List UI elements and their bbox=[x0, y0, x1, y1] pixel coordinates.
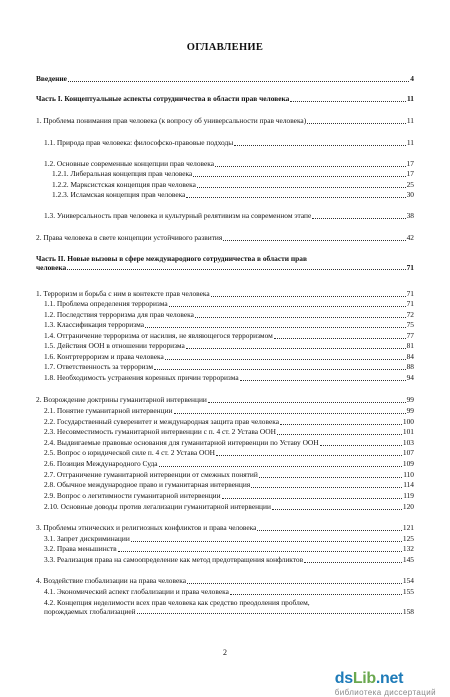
dot-leader bbox=[68, 81, 409, 82]
toc-entry-text: 1.8. Необходимость устранения коренных причин терроризма bbox=[44, 374, 239, 382]
toc-entry-text: 3. Проблемы этнических и религиозных конфликтов и права человека bbox=[36, 524, 257, 532]
toc-entry bbox=[44, 428, 414, 437]
toc-entry-page: 145 bbox=[402, 555, 414, 564]
toc-entry-page: 17 bbox=[406, 159, 414, 168]
dot-leader bbox=[118, 551, 402, 552]
toc-entry bbox=[44, 321, 414, 330]
toc-entry-page: 120 bbox=[402, 502, 414, 511]
toc-entry-text: 1. Терроризм и борьба с ним в контексте прав человека bbox=[36, 290, 210, 298]
toc-entry-text: 1.1. Природа прав человека: философско-правовые подходы bbox=[44, 139, 234, 147]
toc-entry-page: 107 bbox=[402, 448, 414, 457]
dot-leader bbox=[230, 594, 402, 595]
toc-entry bbox=[44, 545, 414, 554]
toc-entry-text: 1.6. Контртерроризм и права человека bbox=[44, 353, 164, 361]
dot-leader bbox=[216, 455, 402, 456]
watermark-logo: dsLib.net bbox=[334, 670, 404, 687]
toc-entry-text: 1.7. Ответственность за терроризм bbox=[44, 363, 154, 371]
toc-entry-page: 11 bbox=[406, 116, 414, 125]
dot-leader bbox=[274, 338, 406, 339]
page-number: 2 bbox=[223, 648, 227, 657]
toc-entry-page: 100 bbox=[402, 417, 414, 426]
toc-entry-page: 99 bbox=[406, 395, 414, 404]
dot-leader bbox=[187, 583, 402, 584]
toc-entry-page: 71 bbox=[406, 299, 414, 308]
dot-leader bbox=[67, 269, 405, 270]
toc-entry bbox=[44, 407, 414, 416]
toc-entry-text-continued: порождаемых глобализацией bbox=[44, 606, 136, 616]
toc-entry bbox=[44, 418, 414, 427]
toc-entry-text: 3.1. Запрет дискриминации bbox=[44, 535, 130, 543]
dot-leader bbox=[240, 380, 406, 381]
toc-entry bbox=[44, 342, 414, 351]
toc-entry bbox=[36, 117, 414, 126]
dot-leader bbox=[186, 348, 406, 349]
watermark bbox=[335, 670, 436, 697]
toc-entry bbox=[44, 481, 414, 490]
toc-entry-page: 132 bbox=[402, 544, 414, 553]
dot-leader bbox=[186, 197, 405, 198]
toc-entry-page: 77 bbox=[406, 331, 414, 340]
toc-entry-text: 2.8. Обычное международное право и гуманитарная интервенция bbox=[44, 481, 251, 489]
toc-entry bbox=[36, 234, 414, 243]
toc-entry-text-continued: человека bbox=[36, 262, 67, 272]
toc-entry-page: 71 bbox=[406, 262, 414, 272]
watermark-subtitle: библиотека диссертаций bbox=[334, 688, 436, 697]
toc-entry-text: 2. Права человека в свете концепции устойчивого развития bbox=[36, 234, 223, 242]
toc-title: ОГЛАВЛЕНИЕ bbox=[186, 42, 264, 53]
toc-entry bbox=[44, 460, 414, 469]
toc-entry-page: 11 bbox=[407, 94, 414, 103]
toc-entry-page: 109 bbox=[402, 459, 414, 468]
toc-entry-page: 154 bbox=[402, 576, 414, 585]
toc-entry-page: 103 bbox=[402, 438, 414, 447]
dot-leader bbox=[169, 306, 406, 307]
dot-leader bbox=[211, 296, 406, 297]
toc-entry-page: 4 bbox=[410, 74, 414, 83]
toc-entry bbox=[44, 449, 414, 458]
dot-leader bbox=[257, 530, 402, 531]
dot-leader bbox=[304, 562, 402, 563]
toc-entry-page: 17 bbox=[406, 169, 414, 178]
dot-leader bbox=[259, 477, 402, 478]
toc-entry-text: 1.2.2. Марксистская концепция прав человека bbox=[52, 181, 196, 189]
dot-leader bbox=[290, 101, 406, 102]
toc-entry-text: 1.3. Универсальность прав человека и культурный релятивизм на современном этапе bbox=[44, 212, 312, 220]
toc-entry bbox=[44, 311, 414, 320]
toc-entry bbox=[44, 160, 414, 169]
toc-entry bbox=[44, 439, 414, 448]
toc-entry bbox=[44, 212, 414, 221]
toc-entry bbox=[44, 535, 414, 544]
toc-entry-text: Часть I. Концептуальные аспекты сотрудничества в области прав человека bbox=[36, 95, 290, 103]
toc-entry-text: 3.3. Реализация права на самоопределение как метод предотвращения конфликтов bbox=[44, 556, 304, 564]
toc-entry-page: 101 bbox=[402, 427, 414, 436]
toc-entry bbox=[44, 492, 414, 501]
toc-entry-page: 88 bbox=[406, 362, 414, 371]
dot-leader bbox=[137, 613, 402, 614]
toc-entry-page: 42 bbox=[406, 233, 414, 242]
toc-entry-text: 4. Воздействие глобализации на права человека bbox=[36, 577, 186, 585]
toc-entry-text: 2.3. Несовместимость гуманитарной интервенции с п. 4 ст. 2 Устава ООН bbox=[44, 428, 276, 436]
dot-leader bbox=[174, 413, 406, 414]
toc-entry bbox=[44, 471, 414, 480]
toc-entry bbox=[36, 290, 414, 299]
dot-leader bbox=[197, 187, 406, 188]
toc-entry bbox=[36, 524, 414, 533]
dot-leader bbox=[307, 123, 406, 124]
toc-entry-page: 99 bbox=[406, 406, 414, 415]
toc-entry-text: 1.1. Проблема определения терроризма bbox=[44, 300, 168, 308]
toc-entry-text: 1.4. Отграничение терроризма от насилия, не являющегося терроризмом bbox=[44, 332, 273, 340]
toc-entry-text: 1.2.1. Либеральная концепция прав человека bbox=[52, 170, 193, 178]
toc-entry bbox=[44, 374, 414, 383]
toc-entry-text: 1.5. Действия ООН в отношении терроризма bbox=[44, 342, 185, 350]
toc-entry bbox=[44, 599, 414, 616]
toc-entry-page: 114 bbox=[403, 480, 414, 489]
dot-leader bbox=[312, 218, 405, 219]
toc-entry bbox=[36, 95, 414, 104]
toc-entry bbox=[36, 75, 414, 84]
toc-entry-page: 25 bbox=[406, 180, 414, 189]
toc-entry-page: 155 bbox=[402, 587, 414, 596]
dot-leader bbox=[223, 240, 405, 241]
toc-entry-page: 84 bbox=[406, 352, 414, 361]
dot-leader bbox=[208, 402, 406, 403]
toc-entry bbox=[52, 181, 414, 190]
toc-entry-text: 1.2. Основные современные концепции прав человека bbox=[44, 160, 215, 168]
toc-entry-text: 2.4. Выдвигаемые правовые основания для гуманитарной интервенции по Уставу ООН bbox=[44, 439, 319, 447]
toc-entry bbox=[44, 363, 414, 372]
dot-leader bbox=[165, 359, 406, 360]
toc-entry bbox=[44, 332, 414, 341]
toc-entry-page: 158 bbox=[402, 606, 414, 616]
toc-entry-text: 2.9. Вопрос о легитимности гуманитарной интервенции bbox=[44, 492, 221, 500]
toc-entry-page: 38 bbox=[406, 211, 414, 220]
toc-entry-text: 4.1. Экономический аспект глобализации и права человека bbox=[44, 588, 229, 596]
dot-leader bbox=[234, 145, 406, 146]
toc-entry-page: 110 bbox=[403, 470, 414, 479]
toc-entry bbox=[44, 588, 414, 597]
toc-entry-page: 75 bbox=[406, 320, 414, 329]
toc-entry-text: 1.3. Классификация терроризма bbox=[44, 321, 144, 329]
toc-entry-page: 81 bbox=[406, 341, 414, 350]
toc-entry bbox=[44, 300, 414, 309]
toc-entry-text: 2.5. Вопрос о юридической силе п. 4 ст. 2 Устава ООН bbox=[44, 449, 216, 457]
toc-entry-page: 94 bbox=[406, 373, 414, 382]
toc-entry-page: 11 bbox=[406, 138, 414, 147]
toc-entry bbox=[44, 353, 414, 362]
toc-entry-page: 121 bbox=[402, 523, 414, 532]
dot-leader bbox=[277, 434, 402, 435]
dot-leader bbox=[222, 498, 403, 499]
toc-entry-page: 30 bbox=[406, 190, 414, 199]
dot-leader bbox=[280, 424, 402, 425]
dot-leader bbox=[145, 327, 406, 328]
toc-entry bbox=[44, 503, 414, 512]
toc-entry-text: Часть II. Новые вызовы в сфере международного сотрудничества в области прав bbox=[36, 254, 307, 263]
toc-entry bbox=[44, 139, 414, 148]
dot-leader bbox=[272, 509, 402, 510]
toc-entry-page: 119 bbox=[403, 491, 414, 500]
toc-entry-page: 71 bbox=[406, 289, 414, 298]
dot-leader bbox=[159, 466, 402, 467]
dot-leader bbox=[195, 317, 406, 318]
toc-entry-text: 2.2. Государственный суверенитет и международная защита прав человека bbox=[44, 418, 279, 426]
toc-entry-text: 3.2. Права меньшинств bbox=[44, 545, 117, 553]
dot-leader bbox=[131, 541, 402, 542]
toc-entry-text: 2.10. Основные доводы против легализации гуманитарной интервенции bbox=[44, 503, 271, 511]
dot-leader bbox=[251, 487, 402, 488]
dot-leader bbox=[320, 445, 402, 446]
dot-leader bbox=[154, 369, 406, 370]
toc-entry-text: 1.2.3. Исламская концепция прав человека bbox=[52, 191, 186, 199]
toc-entry bbox=[36, 255, 414, 272]
dot-leader bbox=[215, 166, 406, 167]
toc-entry bbox=[36, 577, 414, 586]
toc-entry-text: 4.2. Концепция неделимости всех прав человека как средство преодоления проблем, bbox=[44, 598, 310, 607]
toc-entry bbox=[44, 556, 414, 565]
toc-entry-page: 125 bbox=[402, 534, 414, 543]
toc-entry-page: 72 bbox=[406, 310, 414, 319]
toc-entry bbox=[52, 191, 414, 200]
toc-entry-text: Введение bbox=[36, 75, 67, 83]
toc-entry-text: 2.1. Понятие гуманитарной интервенции bbox=[44, 407, 173, 415]
toc-entry bbox=[52, 170, 414, 179]
toc-entry bbox=[36, 396, 414, 405]
toc-entry-text: 1. Проблема понимания прав человека (к вопросу об универсальности прав человека) bbox=[36, 117, 307, 125]
toc-entry-text: 1.2. Последствия терроризма для прав человека bbox=[44, 311, 194, 319]
toc-entry-text: 2. Возрождение доктрины гуманитарной интервенции bbox=[36, 396, 207, 404]
toc-entry-text: 2.7. Отграничение гуманитарной интервенции от смежных понятий bbox=[44, 471, 258, 479]
dot-leader bbox=[193, 176, 405, 177]
toc-entry-text: 2.6. Позиция Международного Суда bbox=[44, 460, 158, 468]
